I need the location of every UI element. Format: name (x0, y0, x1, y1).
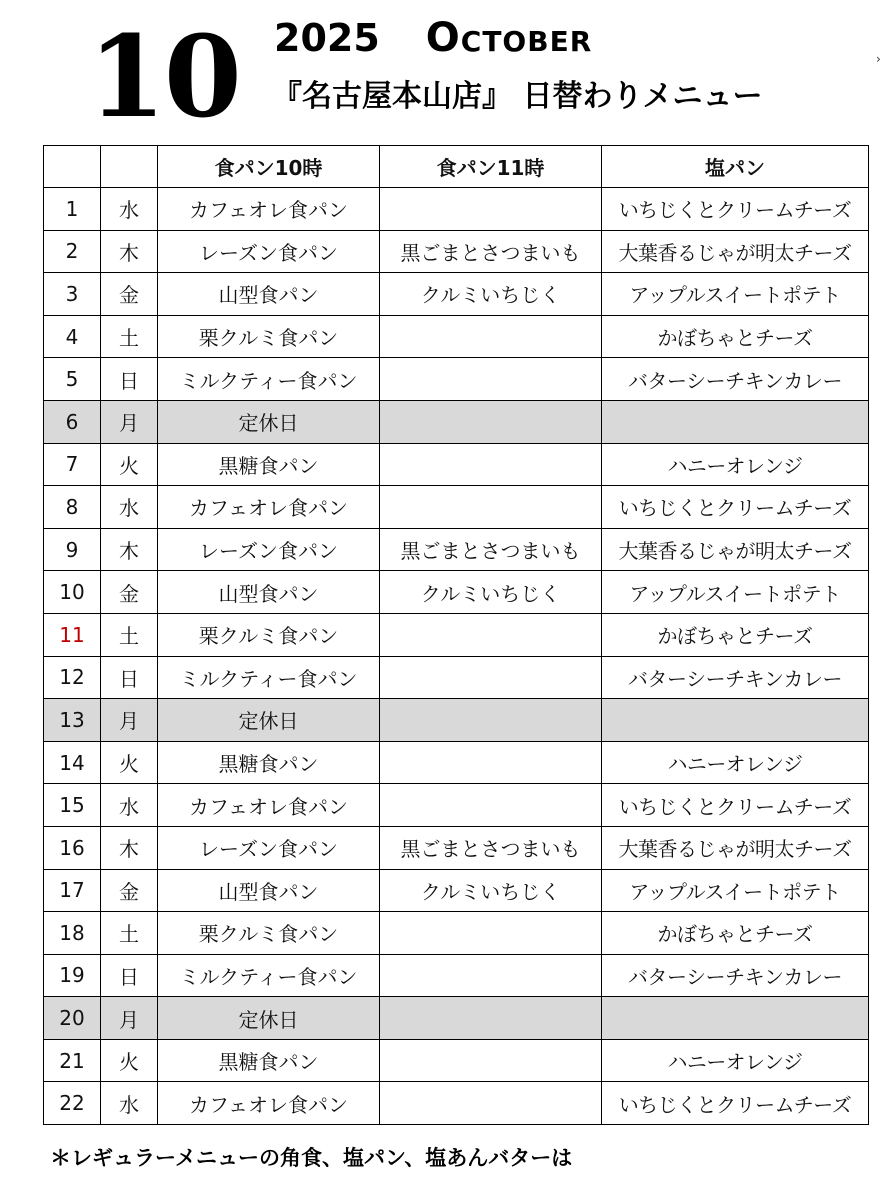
table-row (44, 741, 869, 784)
weekday-cell: 木 (101, 230, 158, 273)
bread-10-cell: 栗クルミ食パン (158, 613, 380, 656)
weekday-cell: 日 (101, 656, 158, 699)
weekday-cell: 水 (101, 188, 158, 231)
bread-10-cell: 黒糖食パン (158, 443, 380, 486)
table-row (44, 912, 869, 955)
year-label: 2025 (274, 16, 380, 60)
day-cell: 8 (44, 486, 101, 529)
table-row (44, 571, 869, 614)
shio-pan-cell: バターシーチキンカレー (602, 358, 869, 401)
bread-10-cell: ミルクティー食パン (158, 358, 380, 401)
bread-10-cell: レーズン食パン (158, 528, 380, 571)
bread-11-cell (380, 486, 602, 529)
weekday-cell: 月 (101, 400, 158, 443)
header-bread-10: 食パン10時 (158, 146, 380, 188)
shio-pan-cell: いちじくとクリームチーズ (602, 188, 869, 231)
shio-pan-cell (602, 997, 869, 1040)
day-cell: 2 (44, 230, 101, 273)
weekday-cell: 木 (101, 826, 158, 869)
weekday-cell: 金 (101, 869, 158, 912)
weekday-cell: 土 (101, 912, 158, 955)
day-cell: 7 (44, 443, 101, 486)
bread-10-cell: 黒糖食パン (158, 741, 380, 784)
bread-11-cell (380, 997, 602, 1040)
shio-pan-cell: アップルスイートポテト (602, 571, 869, 614)
weekday-cell: 水 (101, 1082, 158, 1125)
day-cell: 20 (44, 997, 101, 1040)
day-cell: 16 (44, 826, 101, 869)
shio-pan-cell: いちじくとクリームチーズ (602, 486, 869, 529)
bread-11-cell (380, 315, 602, 358)
header-bread-11: 食パン11時 (380, 146, 602, 188)
header-shio-pan: 塩パン (602, 146, 869, 188)
day-cell: 10 (44, 571, 101, 614)
bread-10-cell: レーズン食パン (158, 826, 380, 869)
shio-pan-cell: 大葉香るじゃが明太チーズ (602, 528, 869, 571)
header-day (44, 146, 101, 188)
table-row (44, 954, 869, 997)
day-cell: 17 (44, 869, 101, 912)
shio-pan-cell: かぼちゃとチーズ (602, 613, 869, 656)
bread-10-cell: 山型食パン (158, 571, 380, 614)
weekday-cell: 月 (101, 997, 158, 1040)
bread-11-cell: 黒ごまとさつまいも (380, 230, 602, 273)
table-row (44, 443, 869, 486)
bread-10-cell: 栗クルミ食パン (158, 912, 380, 955)
bread-11-cell: クルミいちじく (380, 869, 602, 912)
bread-11-cell (380, 400, 602, 443)
shio-pan-cell (602, 699, 869, 742)
corner-mark: › (876, 52, 881, 66)
bread-10-cell: 定休日 (158, 997, 380, 1040)
table-row (44, 869, 869, 912)
table-header-row (44, 146, 869, 188)
table-row (44, 528, 869, 571)
table-row (44, 699, 869, 742)
bread-10-cell: ミルクティー食パン (158, 954, 380, 997)
weekday-cell: 土 (101, 613, 158, 656)
bread-10-cell: カフェオレ食パン (158, 486, 380, 529)
table-row (44, 1039, 869, 1082)
shio-pan-cell: バターシーチキンカレー (602, 954, 869, 997)
table-row (44, 486, 869, 529)
month-name-label: October (425, 15, 593, 61)
bread-11-cell (380, 699, 602, 742)
shio-pan-cell: 大葉香るじゃが明太チーズ (602, 826, 869, 869)
shio-pan-cell: いちじくとクリームチーズ (602, 784, 869, 827)
weekday-cell: 金 (101, 571, 158, 614)
bread-11-cell (380, 912, 602, 955)
bread-11-cell (380, 443, 602, 486)
weekday-cell: 水 (101, 784, 158, 827)
bread-11-cell (380, 1039, 602, 1082)
table-row (44, 656, 869, 699)
table-row (44, 400, 869, 443)
bread-11-cell (380, 784, 602, 827)
bread-10-cell: カフェオレ食パン (158, 1082, 380, 1125)
day-cell: 19 (44, 954, 101, 997)
bread-10-cell: ミルクティー食パン (158, 656, 380, 699)
table-row (44, 188, 869, 231)
bread-10-cell: 定休日 (158, 699, 380, 742)
table-row (44, 826, 869, 869)
weekday-cell: 日 (101, 954, 158, 997)
table-row (44, 1082, 869, 1125)
shio-pan-cell: かぼちゃとチーズ (602, 912, 869, 955)
table-row (44, 230, 869, 273)
bread-10-cell: カフェオレ食パン (158, 784, 380, 827)
table-row (44, 315, 869, 358)
bread-10-cell: カフェオレ食パン (158, 188, 380, 231)
year-month-heading (274, 15, 593, 61)
bread-11-cell (380, 741, 602, 784)
weekday-cell: 火 (101, 741, 158, 784)
daily-menu-table (43, 145, 869, 1125)
table-row (44, 273, 869, 316)
table-row (44, 613, 869, 656)
day-cell: 11 (44, 613, 101, 656)
shio-pan-cell: ハニーオレンジ (602, 1039, 869, 1082)
weekday-cell: 土 (101, 315, 158, 358)
day-cell: 14 (44, 741, 101, 784)
shio-pan-cell: かぼちゃとチーズ (602, 315, 869, 358)
bread-11-cell: 黒ごまとさつまいも (380, 528, 602, 571)
day-cell: 1 (44, 188, 101, 231)
bread-10-cell: 山型食パン (158, 869, 380, 912)
day-cell: 4 (44, 315, 101, 358)
bread-11-cell: クルミいちじく (380, 571, 602, 614)
table-row (44, 358, 869, 401)
weekday-cell: 月 (101, 699, 158, 742)
shio-pan-cell: バターシーチキンカレー (602, 656, 869, 699)
bread-11-cell (380, 358, 602, 401)
weekday-cell: 火 (101, 1039, 158, 1082)
header-weekday (101, 146, 158, 188)
weekday-cell: 金 (101, 273, 158, 316)
day-cell: 13 (44, 699, 101, 742)
bread-11-cell: クルミいちじく (380, 273, 602, 316)
bread-10-cell: 黒糖食パン (158, 1039, 380, 1082)
day-cell: 5 (44, 358, 101, 401)
footer-note: ＊レギュラーメニューの角食、塩パン、塩あんバターは (50, 1146, 573, 1170)
day-cell: 9 (44, 528, 101, 571)
table-row (44, 784, 869, 827)
shio-pan-cell: ハニーオレンジ (602, 741, 869, 784)
shio-pan-cell: いちじくとクリームチーズ (602, 1082, 869, 1125)
bread-11-cell (380, 613, 602, 656)
day-cell: 18 (44, 912, 101, 955)
day-cell: 15 (44, 784, 101, 827)
shio-pan-cell: ハニーオレンジ (602, 443, 869, 486)
day-cell: 6 (44, 400, 101, 443)
table-row (44, 997, 869, 1040)
weekday-cell: 日 (101, 358, 158, 401)
bread-11-cell: 黒ごまとさつまいも (380, 826, 602, 869)
bread-10-cell: 山型食パン (158, 273, 380, 316)
bread-11-cell (380, 1082, 602, 1125)
shio-pan-cell (602, 400, 869, 443)
month-number: 10 (88, 12, 240, 143)
bread-11-cell (380, 954, 602, 997)
weekday-cell: 木 (101, 528, 158, 571)
weekday-cell: 火 (101, 443, 158, 486)
day-cell: 12 (44, 656, 101, 699)
bread-10-cell: 定休日 (158, 400, 380, 443)
store-menu-title: 『名古屋本山店』 日替わりメニュー (272, 79, 763, 114)
bread-11-cell (380, 188, 602, 231)
shio-pan-cell: アップルスイートポテト (602, 869, 869, 912)
shio-pan-cell: 大葉香るじゃが明太チーズ (602, 230, 869, 273)
shio-pan-cell: アップルスイートポテト (602, 273, 869, 316)
day-cell: 22 (44, 1082, 101, 1125)
day-cell: 3 (44, 273, 101, 316)
bread-11-cell (380, 656, 602, 699)
weekday-cell: 水 (101, 486, 158, 529)
day-cell: 21 (44, 1039, 101, 1082)
bread-10-cell: 栗クルミ食パン (158, 315, 380, 358)
bread-10-cell: レーズン食パン (158, 230, 380, 273)
